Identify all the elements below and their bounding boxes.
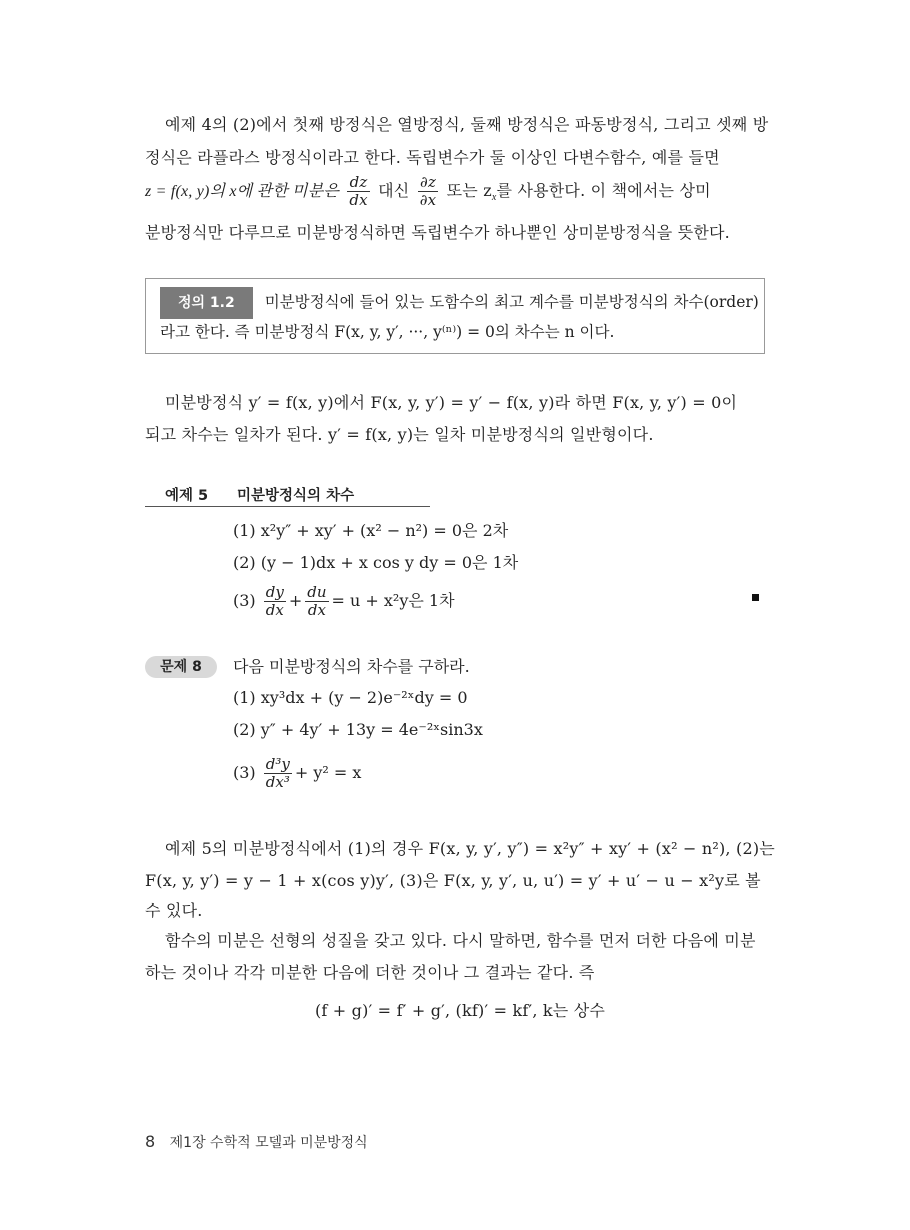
definition-line-2 [160,317,614,347]
fraction-denominator: dx [307,601,326,619]
definition-line-2-text: 라고 한다. 즉 미분방정식 F(x, y, y′, ···, y⁽ⁿ⁾) = 0의 차수는 n 이다. [160,323,615,341]
paragraph-2-line2-text: 되고 차수는 일차가 된다. y′ = f(x, y)는 일차 미분방정식의 일반형이다. [145,425,654,444]
paragraph-1-line4-text: 분방정식만 다루므로 미분방정식하면 독립변수가 하나뿐인 상미분방정식을 뜻한다. [145,223,730,242]
page-number: 8 [145,1132,156,1151]
fraction-partial-z-x [418,174,439,209]
problem-8-item-3-suffix: + y² = x [294,763,362,782]
problem-8-label: 문제 8 [145,656,217,678]
paragraph-3-line2 [145,864,775,897]
subscript-x: x [491,192,497,204]
partial-derivative-text-c: 또는 z [446,181,492,200]
problem-8-item-2: (2) y″ + 4y′ + 13y = 4e⁻²ˣsin3x [233,720,483,739]
problem-8-item-3-prefix: (3) [233,763,256,782]
definition-line-1-text: 미분방정식에 들어 있는 도함수의 최고 계수를 미분방정식의 차수(order) [264,293,759,311]
fraction-numerator: dy [265,583,284,601]
fraction-numerator: ∂z [418,174,439,192]
linearity-formula [145,994,775,1027]
fraction-numerator: dz [347,174,369,192]
paragraph-4-line2-text: 하는 것이나 각각 미분한 다음에 더한 것이나 그 결과는 같다. 즉 [145,963,595,982]
fraction-denominator: dx [349,191,368,209]
paragraph-4-line1-text: 함수의 미분은 선형의 성질을 갖고 있다. 다시 말하면, 함수를 먼저 더한 다음에 미분 [165,931,756,950]
end-of-example-mark [752,594,759,601]
fraction-dz-dx [347,174,369,209]
example-5-item-3-prefix: (3) [233,591,256,610]
paragraph-3-line1-text: 예제 5의 미분방정식에서 (1)의 경우 F(x, y, y′, y″) = x²y″ + xy′ + (x² − n²), (2)는 [165,839,775,858]
fraction-denominator: dx [265,601,284,619]
example-5-item-2: (2) (y − 1)dx + x cos y dy = 0은 1차 [233,553,519,572]
definition-box [145,278,765,354]
paragraph-2-line1 [145,386,775,419]
paragraph-3-line3-text: 수 있다. [145,901,203,920]
chapter-title: 제1장 수학적 모델과 미분방정식 [169,1135,368,1151]
paragraph-2-line1-text: 미분방정식 y′ = f(x, y)에서 F(x, y, y′) = y′ − f(x, y)라 하면 F(x, y, y′) = 0이 [165,393,738,412]
example-5-heading [145,482,430,507]
linearity-formula-text: (f + g)′ = f′ + g′, (kf)′ = kf′, k는 상수 [314,1001,606,1020]
example-5-item-1: (1) x²y″ + xy′ + (x² − n²) = 0은 2차 [233,521,509,540]
paragraph-1-text: 예제 4의 (2)에서 첫째 방정식은 열방정식, 둘째 방정식은 파동방정식, 그리고 셋째 방정식은 라플라스 방정식이라고 한다. 독립변수가 둘 이상인 다변수함수, 예를 들면 [145,115,769,167]
problem-8-prompt: 다음 미분방정식의 차수를 구하라. [233,657,470,676]
fraction-d3y-dx3 [264,756,292,791]
example-5-title: 미분방정식의 차수 [237,488,355,504]
fraction-denominator: ∂x [419,191,437,209]
plus-sign: + [288,591,303,610]
fraction-numerator: du [307,583,327,601]
paragraph-4-line2 [145,956,775,989]
fraction-du-dx [305,584,328,619]
paragraph-1-line4 [145,216,775,249]
fraction-numerator: d³y [265,755,290,773]
example-5-item-3-suffix: = u + x²y은 1차 [331,591,455,610]
fraction-denominator: dx³ [265,773,290,791]
partial-derivative-text-d: 를 사용한다. 이 책에서는 상미 [496,181,711,200]
definition-tag: 정의 1.2 [160,287,253,319]
paragraph-3-line1 [145,832,775,865]
fraction-dy-dx [264,584,286,619]
problem-8-item-3 [233,756,361,791]
paragraph-2-line2 [145,418,775,451]
paragraph-1 [145,108,775,174]
paragraph-4-line1 [145,924,775,957]
paragraph-3-line2-text: F(x, y, y′) = y − 1 + x(cos y)y′, (3)은 F(x, y, y′, u, u′) = y′ + u′ − u − x²y로 볼 [145,871,761,890]
definition-line-1 [160,287,759,319]
paragraph-1-line3 [145,174,775,209]
paragraph-3-line3 [145,894,775,927]
problem-8-item-1: (1) xy³dx + (y − 2)e⁻²ˣdy = 0 [233,688,468,707]
partial-derivative-text-b: 대신 [378,181,410,200]
page-footer [145,1132,368,1152]
partial-derivative-text-a: z = f(x, y)의 x에 관한 미분은 [145,183,340,200]
example-5-label: 예제 5 [165,488,209,504]
example-5-item-3 [233,584,455,619]
